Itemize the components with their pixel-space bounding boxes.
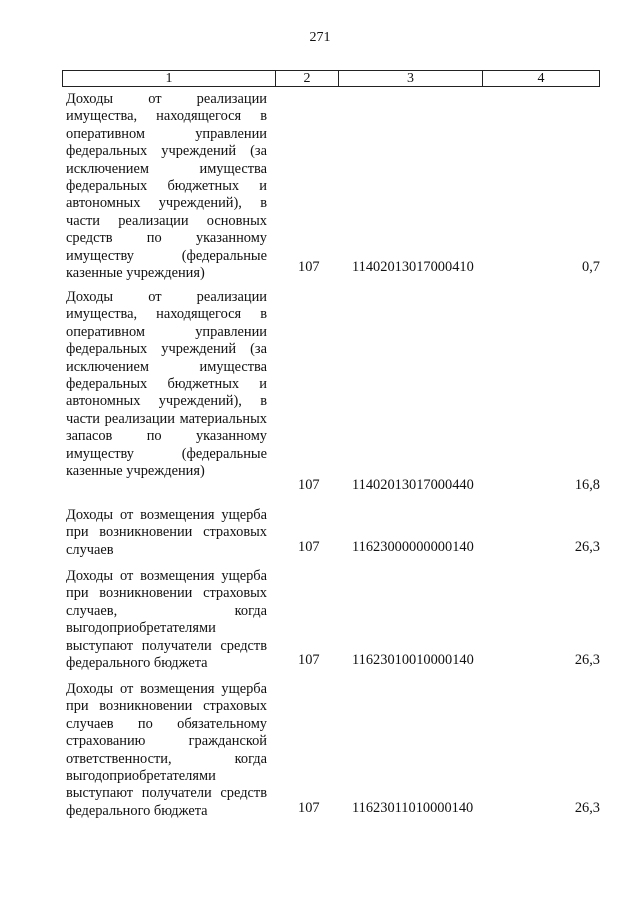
row-description: Доходы от реализации имущества, находящегося в оперативном управлении федеральных учреждений (за исключением имущества федеральных бюджетных и автономных учреждений), в части реализации основных средств по указанному имуществу (федеральные казенные учреждения) xyxy=(66,91,267,282)
row-admin-code: 107 xyxy=(298,258,320,275)
row-admin-code: 107 xyxy=(298,799,320,816)
row-amount: 16,8 xyxy=(574,476,600,493)
table-header xyxy=(62,70,600,87)
row-budget-code: 11623010010000140 xyxy=(352,651,474,668)
row-amount: 0,7 xyxy=(582,258,600,275)
table-row xyxy=(66,568,600,672)
header-col-1: 1 xyxy=(63,71,276,86)
row-description: Доходы от возмещения ущерба при возникновении страховых случаев xyxy=(66,507,267,558)
header-col-3: 3 xyxy=(339,71,483,86)
table-row xyxy=(66,681,600,817)
table-row xyxy=(66,507,600,556)
row-amount: 26,3 xyxy=(574,538,600,555)
row-amount: 26,3 xyxy=(574,651,600,668)
table-row xyxy=(66,289,600,494)
row-admin-code: 107 xyxy=(298,538,320,555)
row-budget-code: 11623011010000140 xyxy=(352,799,474,816)
header-col-2: 2 xyxy=(276,71,339,86)
row-amount: 26,3 xyxy=(574,799,600,816)
row-budget-code: 11623000000000140 xyxy=(352,538,474,555)
row-description: Доходы от возмещения ущерба при возникновении страховых случаев, когда выгодоприобретателями выступают получатели средств федерального бюджета xyxy=(66,568,267,672)
row-description: Доходы от возмещения ущерба при возникновении страховых случаев по обязательному страхованию гражданской ответственности, когда выгодоприобретателями выступают получатели средств федерального бюджета xyxy=(66,681,267,819)
row-budget-code: 11402013017000410 xyxy=(352,258,474,275)
row-admin-code: 107 xyxy=(298,476,320,493)
row-admin-code: 107 xyxy=(298,651,320,668)
row-description: Доходы от реализации имущества, находящегося в оперативном управлении федеральных учреждений (за исключением имущества федеральных бюджетных и автономных учреждений), в части реализации материальных запасов по указанному имуществу (федеральные казенные учреждения) xyxy=(66,289,267,480)
row-budget-code: 11402013017000440 xyxy=(352,476,474,493)
page-number: 271 xyxy=(309,30,331,45)
header-col-4: 4 xyxy=(537,71,545,86)
table-row xyxy=(66,91,600,282)
